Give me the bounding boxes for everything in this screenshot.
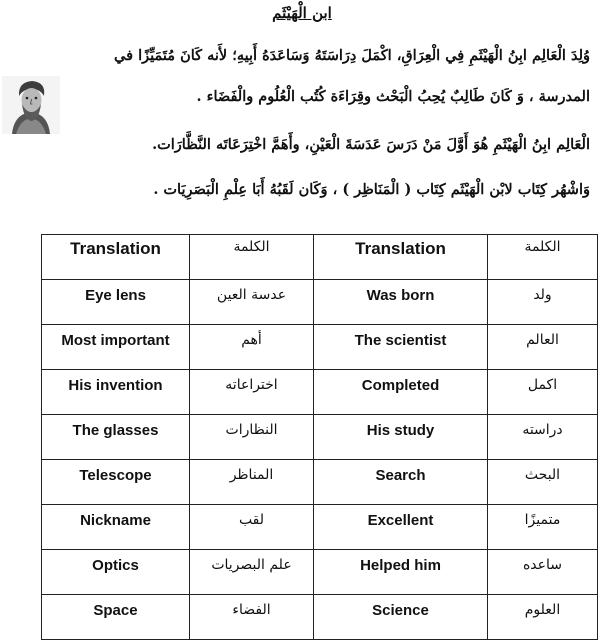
word-cell: عدسة العين: [190, 280, 314, 325]
word-cell: دراسته: [488, 415, 598, 460]
translation-cell: Most important: [42, 325, 190, 370]
translation-cell: Optics: [42, 550, 190, 595]
translation-cell: His study: [314, 415, 488, 460]
table-row: [42, 550, 598, 595]
translation-cell: Science: [314, 595, 488, 640]
word-cell: أهم: [190, 325, 314, 370]
portrait-illustration: [2, 76, 60, 134]
word-cell: متميزًا: [488, 505, 598, 550]
header-translation-right: Translation: [314, 235, 488, 280]
translation-cell: Helped him: [314, 550, 488, 595]
table-row: [42, 325, 598, 370]
header-word-right: الكلمة: [488, 235, 598, 280]
word-cell: ساعده: [488, 550, 598, 595]
word-cell: الفضاء: [190, 595, 314, 640]
translation-cell: Excellent: [314, 505, 488, 550]
word-cell: النظارات: [190, 415, 314, 460]
translation-cell: Telescope: [42, 460, 190, 505]
word-cell: المناظر: [190, 460, 314, 505]
translation-cell: Space: [42, 595, 190, 640]
translation-cell: The scientist: [314, 325, 488, 370]
paragraph-line-4: وَاشْهُر كِتَاب لابْن الْهَيْثَم كِتَاب ( الْمَنَاظِر ) ، وَكَان لَقَبُهُ أَبَا عِلْمِ الْبَصَرِيَات .: [153, 181, 590, 198]
page-title: ابن الْهَيْثَم: [272, 4, 332, 22]
word-cell: ولد: [488, 280, 598, 325]
header-word-left: الكلمة: [190, 235, 314, 280]
word-cell: اكمل: [488, 370, 598, 415]
table-row: [42, 460, 598, 505]
table-row: [42, 415, 598, 460]
table-row: [42, 505, 598, 550]
translation-cell: The glasses: [42, 415, 190, 460]
word-cell: العالم: [488, 325, 598, 370]
translation-cell: Search: [314, 460, 488, 505]
header-translation-left: Translation: [42, 235, 190, 280]
paragraph-line-3: الْعَالِم ابِنُ الْهَيْثَمِ هُوَ أَوَّلَ مَنْ دَرَسَ عَدَسَةَ الْعَيْنِ، وأَهَمَّ اخْتِرَعَاتَه النَّظَّارَات.: [152, 136, 590, 153]
table-row: [42, 280, 598, 325]
table-row: [42, 370, 598, 415]
translation-cell: Eye lens: [42, 280, 190, 325]
translation-cell: Was born: [314, 280, 488, 325]
paragraph-line-1: وُلِدَ الْعَالِم ابِنُ الْهَيْثَمِ فِي الْعِرَاقِ، اكْمَلَ دِرَاسَتَهُ وَسَاعَدَهُ أَبِيهِ؛ لأَنه كَانَ مُتَمَيِّزًا في: [114, 47, 590, 64]
vocabulary-table: [41, 234, 598, 640]
table-header-row: [42, 235, 598, 280]
word-cell: اختراعاته: [190, 370, 314, 415]
paragraph-line-2: المدرسة ، وَ كَانَ طَالِبٌ يُحِبُ الْبَحْث وقِرَاءَة كُتُب الْعُلُوم والْفَضَاء .: [196, 88, 590, 105]
translation-cell: His invention: [42, 370, 190, 415]
translation-cell: Completed: [314, 370, 488, 415]
translation-cell: Nickname: [42, 505, 190, 550]
word-cell: علم البصريات: [190, 550, 314, 595]
table-row: [42, 595, 598, 640]
word-cell: لقب: [190, 505, 314, 550]
word-cell: البحث: [488, 460, 598, 505]
word-cell: العلوم: [488, 595, 598, 640]
